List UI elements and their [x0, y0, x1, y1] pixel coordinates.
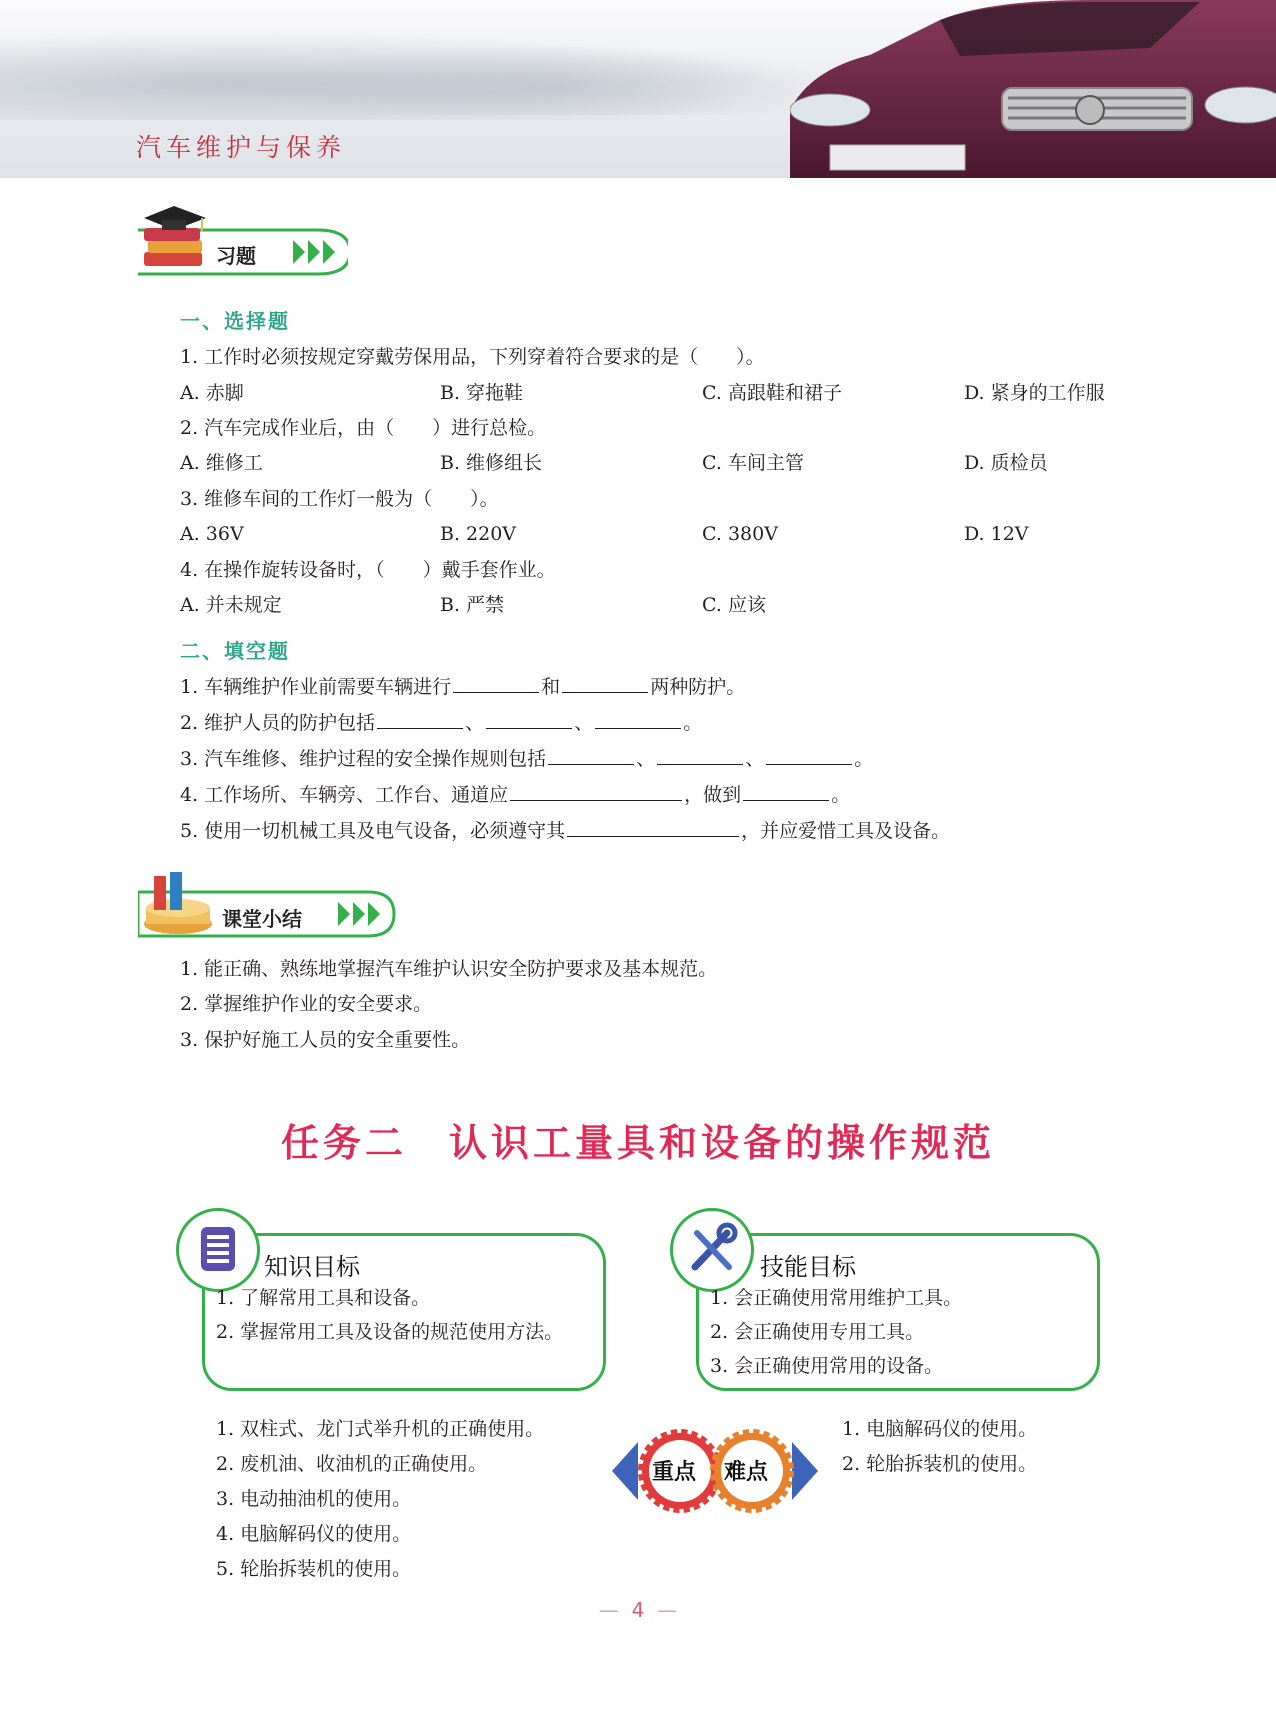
answer-option: A. 36V: [180, 523, 244, 545]
question-stem: 1. 工作时必须按规定穿戴劳保用品，下列穿着符合要求的是（ ）。: [180, 346, 765, 368]
answer-option: C. 车间主管: [702, 452, 804, 474]
answer-option: A. 维修工: [180, 452, 263, 474]
summary-item: 3. 保护好施工人员的安全重要性。: [180, 1029, 471, 1051]
graduation-books-icon: [140, 204, 210, 276]
fill-question: 3. 汽车维修、维护过程的安全操作规则包括 、 、 。: [180, 748, 874, 770]
answer-option: D. 12V: [964, 523, 1029, 545]
difficult-point-item: 2. 轮胎拆装机的使用。: [842, 1453, 1038, 1475]
tools-icon-circle: [670, 1208, 754, 1292]
key-points-label: 重点: [652, 1460, 697, 1485]
task-title: 任务二 认识工量具和设备的操作规范: [280, 1121, 995, 1165]
knowledge-goal-item: 1. 了解常用工具和设备。: [216, 1287, 431, 1309]
key-point-item: 2. 废机油、收油机的正确使用。: [216, 1453, 488, 1475]
key-point-item: 1. 双柱式、龙门式举升机的正确使用。: [216, 1418, 545, 1440]
page-header: [0, 0, 1276, 178]
car-photo-icon: [790, 0, 1276, 178]
fill-blank-title: 二、填空题: [180, 639, 290, 663]
key-point-item: 3. 电动抽油机的使用。: [216, 1488, 412, 1510]
key-difficult-emblem: [612, 1428, 818, 1514]
difficult-point-item: 1. 电脑解码仪的使用。: [842, 1418, 1038, 1440]
answer-option: B. 严禁: [440, 594, 505, 616]
fill-question: 5. 使用一切机械工具及电气设备，必须遵守其 ，并应爱惜工具及设备。: [180, 820, 951, 842]
answer-option: B. 维修组长: [440, 452, 543, 474]
key-point-item: 4. 电脑解码仪的使用。: [216, 1523, 412, 1545]
answer-option: D. 质检员: [964, 452, 1048, 474]
summary-item: 1. 能正确、熟练地掌握汽车维护认识安全防护要求及基本规范。: [180, 958, 718, 980]
answer-option: B. 穿拖鞋: [440, 382, 524, 404]
key-point-item: 5. 轮胎拆装机的使用。: [216, 1558, 412, 1580]
book-title: 汽车维护与保养: [136, 133, 347, 162]
skill-goal-item: 3. 会正确使用常用的设备。: [710, 1355, 944, 1377]
summary-item: 2. 掌握维护作业的安全要求。: [180, 993, 433, 1015]
answer-option: B. 220V: [440, 523, 517, 545]
knowledge-goal-item: 2. 掌握常用工具及设备的规范使用方法。: [216, 1321, 564, 1343]
knowledge-goals-heading: 知识目标: [264, 1253, 360, 1281]
question-stem: 4. 在操作旋转设备时，（ ）戴手套作业。: [180, 559, 556, 581]
knowledge-goals-box: [202, 1233, 606, 1391]
document-icon-circle: [176, 1208, 260, 1292]
skill-goal-item: 2. 会正确使用专用工具。: [710, 1321, 925, 1343]
exercises-badge-label: 习题: [216, 244, 256, 268]
summary-badge-label: 课堂小结: [222, 907, 302, 931]
question-stem: 2. 汽车完成作业后，由（ ）进行总检。: [180, 417, 547, 439]
answer-option: C. 高跟鞋和裙子: [702, 382, 842, 404]
mountain-mist-decoration: [250, 45, 850, 115]
answer-option: C. 380V: [702, 523, 778, 545]
fill-question: 4. 工作场所、车辆旁、工作台、通道应 ，做到 。: [180, 784, 851, 806]
multiple-choice-title: 一、选择题: [180, 309, 290, 333]
question-stem: 3. 维修车间的工作灯一般为（ ）。: [180, 488, 499, 510]
answer-option: D. 紧身的工作服: [964, 382, 1105, 404]
books-stack-icon: [140, 868, 214, 938]
fill-question: 2. 维护人员的防护包括 、 、 。: [180, 712, 703, 734]
page-number: — 4 —: [598, 1598, 678, 1622]
wrench-screwdriver-icon: [673, 1211, 751, 1289]
fill-question: 1. 车辆维护作业前需要车辆进行 和 两种防护。: [180, 676, 746, 698]
answer-option: C. 应该: [702, 594, 766, 616]
answer-option: A. 并未规定: [180, 594, 282, 616]
document-icon: [179, 1211, 257, 1289]
skill-goals-heading: 技能目标: [760, 1253, 856, 1281]
skill-goal-item: 1. 会正确使用常用维护工具。: [710, 1287, 963, 1309]
difficult-points-label: 难点: [724, 1460, 769, 1485]
answer-option: A. 赤脚: [180, 382, 244, 404]
